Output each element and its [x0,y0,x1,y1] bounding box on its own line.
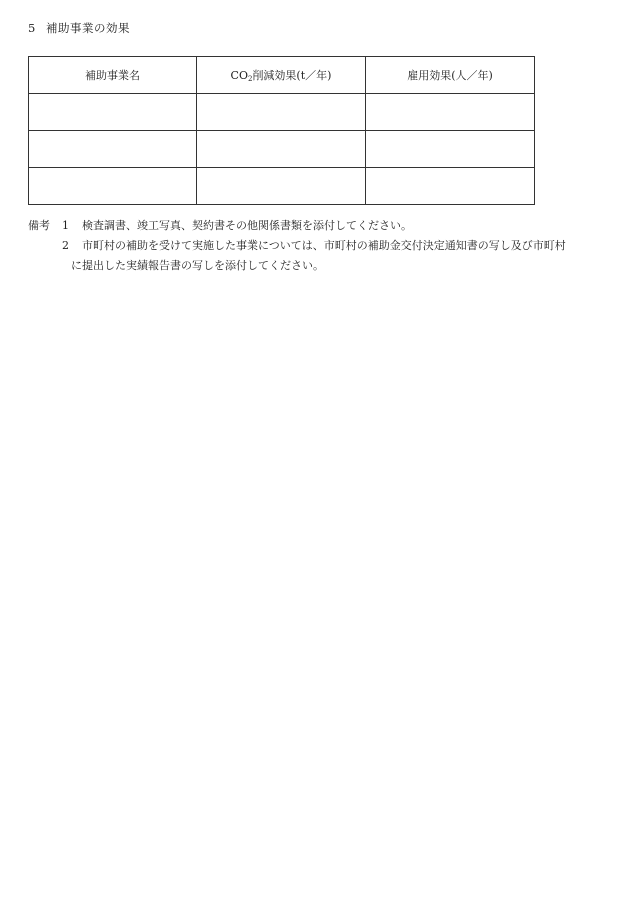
header-co2-reduction [197,57,366,94]
note-number: 1 [62,219,69,232]
section-number: 5 [28,21,36,35]
header-co2-suffix: 削減効果(t／年) [252,69,332,82]
header-co2-prefix: CO [230,69,248,82]
notes [28,216,618,276]
note-item-2-continuation: に提出した実績報告書の写しを添付してください。 [71,259,324,272]
note-text: 市町村の補助を受けて実施した事業については、市町村の補助金交付決定通知書の写し及び市町村 [82,239,566,252]
section-heading [28,20,130,36]
header-employment: 雇用効果(人／年) [366,57,535,94]
table-header-row [29,57,535,94]
table-cell[interactable] [197,94,366,131]
header-co2-subscript: 2 [247,75,253,83]
header-project-name: 補助事業名 [29,57,197,94]
table-cell[interactable] [197,131,366,168]
note-item-2 [28,236,618,256]
table-cell[interactable] [29,131,197,168]
effects-table [28,56,535,205]
section-title: 補助事業の効果 [46,21,130,35]
note-item-1 [28,216,618,236]
note-text: 検査調書、竣工写真、契約書その他関係書類を添付してください。 [82,219,412,232]
table-cell[interactable] [197,168,366,205]
table-cell[interactable] [29,94,197,131]
notes-prefix: 備考 [28,219,50,232]
note-number: 2 [62,239,69,252]
table-cell[interactable] [366,94,535,131]
table-cell[interactable] [366,168,535,205]
table-row [29,94,535,131]
table-row [29,168,535,205]
table-row [29,131,535,168]
table-cell[interactable] [29,168,197,205]
table-cell[interactable] [366,131,535,168]
